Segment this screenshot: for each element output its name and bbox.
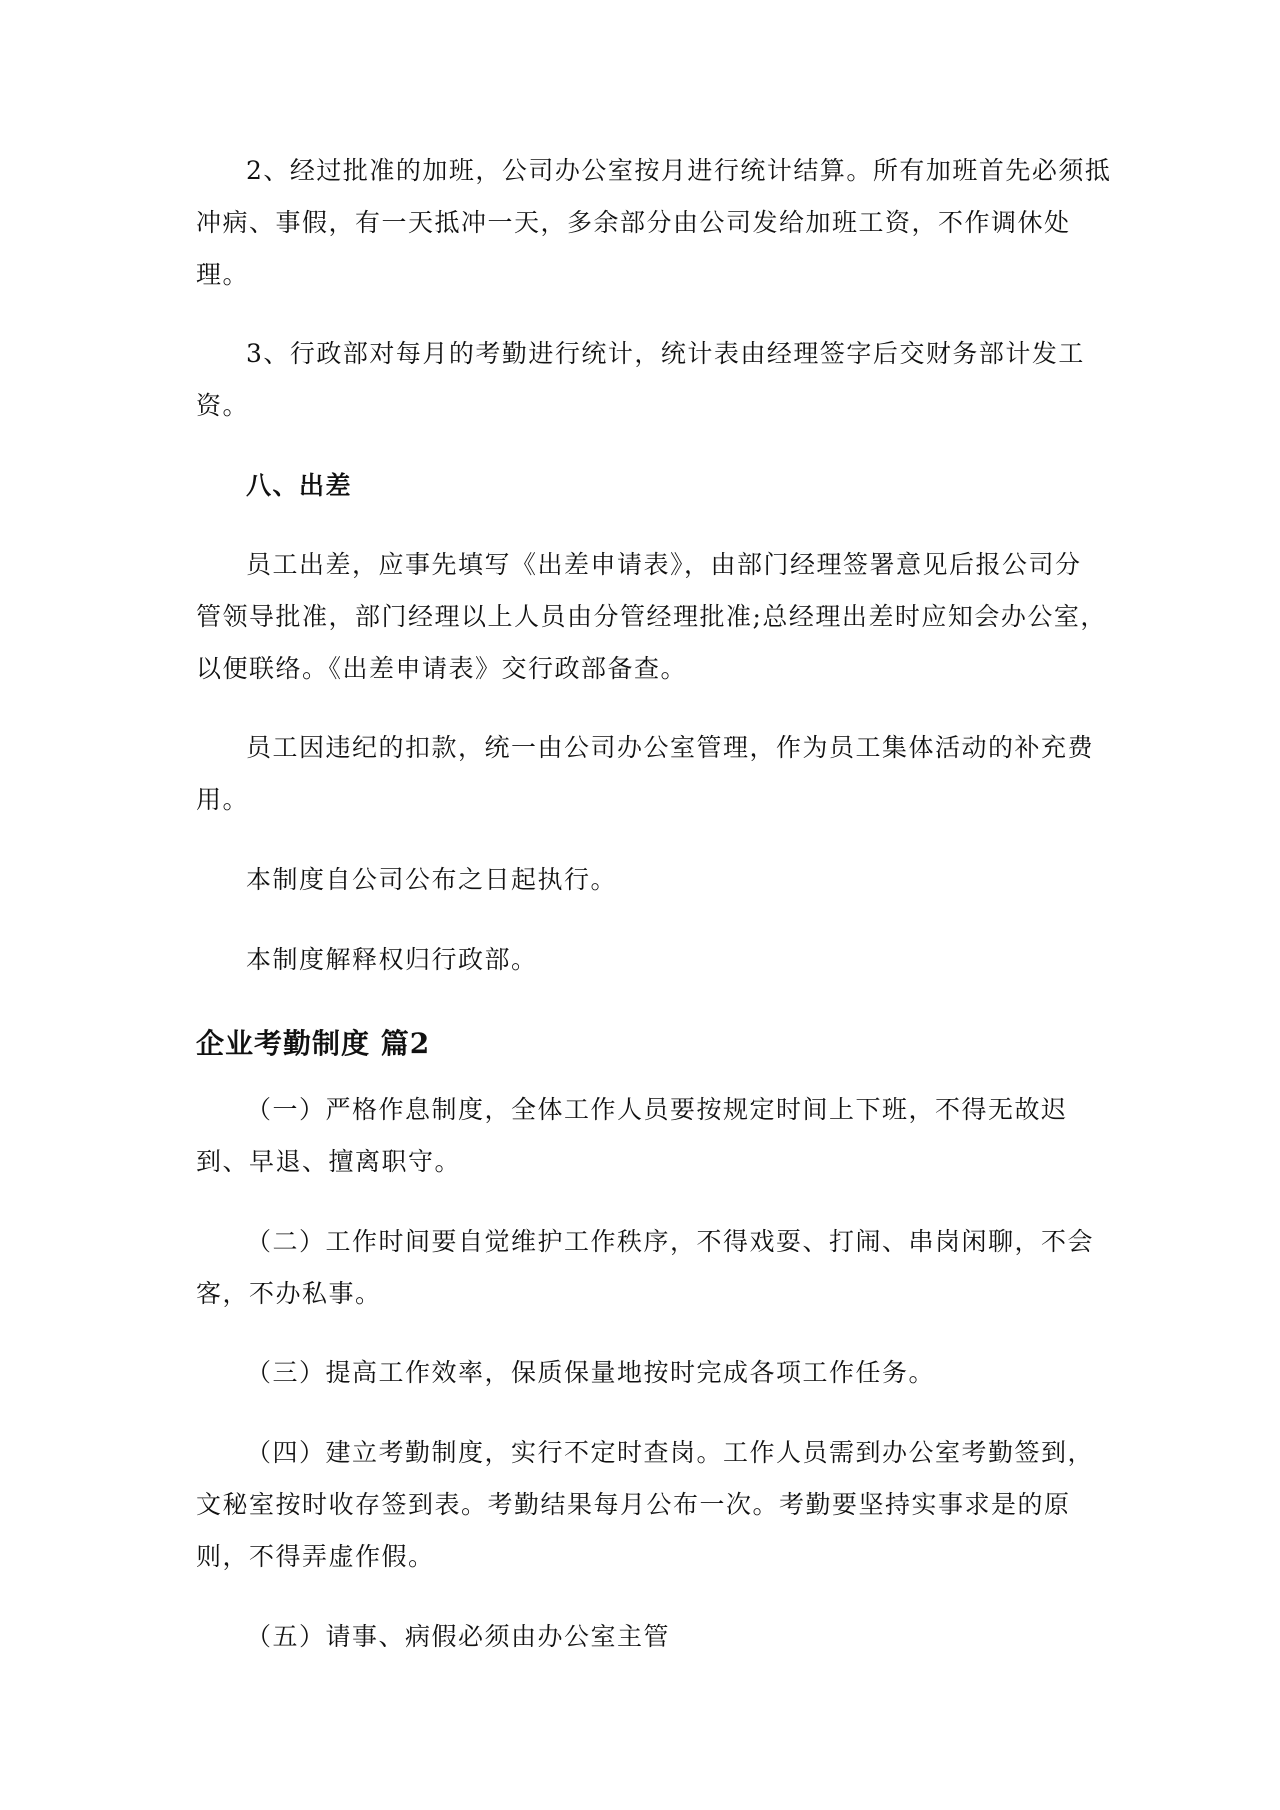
paragraph-line: 则，不得弄虚作假。 (196, 1542, 435, 1571)
interpretation-note: 本制度解释权归行政部。 (246, 945, 538, 974)
paragraph-line: 以便联络。《出差申请表》交行政部备查。 (196, 654, 688, 683)
paragraph-line: 3、行政部对每月的考勤进行统计，统计表由经理签字后交财务部计发工 (246, 339, 1085, 368)
paragraph-line: 文秘室按时收存签到表。考勤结果每月公布一次。考勤要坚持实事求是的原 (196, 1490, 1071, 1519)
paragraph-line: （四）建立考勤制度，实行不定时查岗。工作人员需到办公室考勤签到， (246, 1438, 1095, 1467)
paragraph-line: 管领导批准，部门经理以上人员由分管经理批准;总经理出差时应知会办公室， (196, 602, 1107, 631)
paragraph-line: 用。 (196, 785, 250, 814)
paragraph-line: 到、早退、擅离职守。 (196, 1147, 462, 1176)
paragraph-line: 员工出差，应事先填写《出差申请表》，由部门经理签署意见后报公司分 (246, 550, 1082, 579)
paragraph-line: 理。 (196, 260, 250, 289)
paragraph-line: 客，不办私事。 (196, 1279, 382, 1308)
paragraph-line: 2、经过批准的加班，公司办公室按月进行统计结算。所有加班首先必须抵 (246, 156, 1112, 185)
paragraph-line: 员工因违纪的扣款，统一由公司办公室管理，作为员工集体活动的补充费 (246, 733, 1095, 762)
paragraph-line: 资。 (196, 391, 250, 420)
business-trip-heading: 八、出差 (246, 471, 353, 500)
paragraph-line: （五）请事、病假必须由办公室主管 (246, 1622, 671, 1651)
paragraph-line: 冲病、事假，有一天抵冲一天，多余部分由公司发给加班工资，不作调休处 (196, 208, 1071, 237)
effective-note: 本制度自公司公布之日起执行。 (246, 865, 618, 894)
paragraph-line: （二）工作时间要自觉维护工作秩序，不得戏耍、打闹、串岗闲聊，不会 (246, 1227, 1095, 1256)
paragraph-line: （一）严格作息制度，全体工作人员要按规定时间上下班，不得无故迟 (246, 1095, 1068, 1124)
section-title: 企业考勤制度 篇2 (196, 1027, 431, 1060)
paragraph-line: （三）提高工作效率，保质保量地按时完成各项工作任务。 (246, 1358, 936, 1387)
